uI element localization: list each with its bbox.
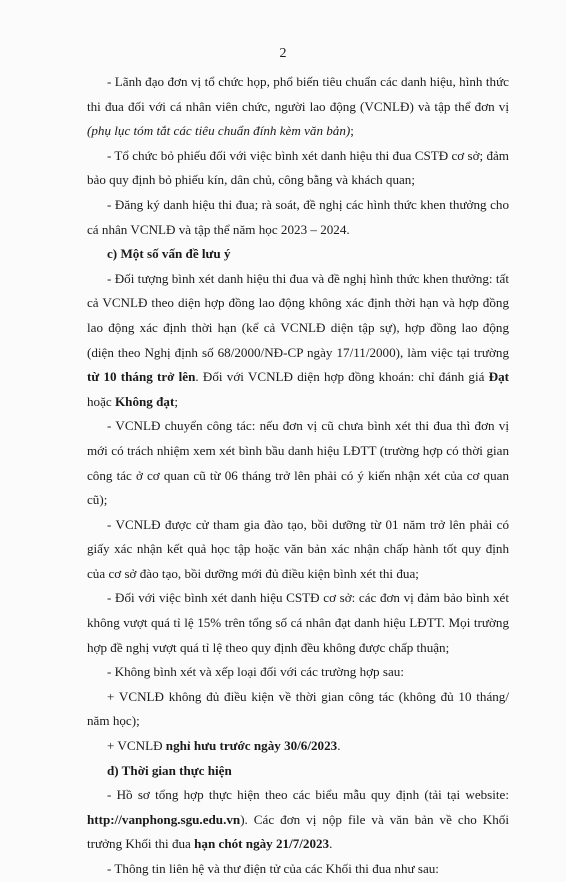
paragraph-cstd-ratio: - Đối với việc bình xét danh hiệu CSTĐ cơ sở: các đơn vị đảm bảo bình xét không vượt quá tỉ lệ 15% trên tổng số cá nhân đạt danh hiệu LĐTT. Mọi trường hợp đề nghị vượt quá tỉ lệ theo quy định đều không được chấp thuận; <box>87 590 509 655</box>
list-item-exclusion-2: + VCNLĐ nghỉ hưu trước ngày 30/6/2023. <box>107 738 341 754</box>
section-heading-d: d) Thời gian thực hiện <box>107 762 232 778</box>
page-number: 2 <box>279 46 287 61</box>
section-heading-c: c) Một số vấn đề lưu ý <box>107 246 231 262</box>
paragraph-eligibility: - Đối tượng bình xét danh hiệu thi đua và đề nghị hình thức khen thưởng: tất cả VCNLĐ theo diện hợp đồng lao động không xác định thời hạn và hợp đồng lao động xác định thời hạn (kể cả VCNLĐ diện tập sự), hợp đồng lao động (diện theo Nghị định số 68/2000/NĐ-CP ngày 17/11/2000), làm việc tại trường từ 10 tháng trở lên. Đối với VCNLĐ diện hợp đồng khoán: chỉ đánh giá Đạt hoặc Không đạt; <box>87 270 510 409</box>
paragraph-meeting: - Lãnh đạo đơn vị tổ chức họp, phổ biến tiêu chuẩn các danh hiệu, hình thức thi đua đối với cá nhân viên chức, người lao động (VCNLĐ) và tập thể đơn vị (phụ lục tóm tắt các tiêu chuẩn đính kèm văn bản); <box>87 74 509 139</box>
paragraph-submission: - Hồ sơ tổng hợp thực hiện theo các biểu mẫu quy định (tải tại website: http://vanphong.sgu.edu.vn). Các đơn vị nộp file và văn bản về cho Khối trưởng Khối thi đua hạn chót ngày 21/7/2023. <box>87 787 509 852</box>
paragraph-training: - VCNLĐ được cử tham gia đào tạo, bồi dưỡng từ 01 năm trở lên phải có giấy xác nhận kết quả học tập hoặc văn bản xác nhận chấp hành tốt quy định của cơ sở đào tạo, bồi dưỡng mới đủ điều kiện bình xét thi đua; <box>87 516 509 581</box>
paragraph-exclusions: - Không bình xét và xếp loại đối với các trường hợp sau: <box>107 664 404 680</box>
paragraph-registration: - Đăng ký danh hiệu thi đua; rà soát, đề nghị các hình thức khen thưởng cho cá nhân VCNLĐ và tập thể năm học 2023 – 2024. <box>87 196 509 237</box>
document-body <box>87 70 509 882</box>
list-item-exclusion-1: + VCNLĐ không đủ điều kiện về thời gian công tác (không đủ 10 tháng/ năm học); <box>87 688 509 729</box>
paragraph-transfer: - VCNLĐ chuyển công tác: nếu đơn vị cũ chưa bình xét thi đua thì đơn vị mới có trách nhiệm xem xét bình bầu danh hiệu LĐTT (trường hợp có thời gian công tác ở cơ quan cũ từ 06 tháng trở lên phải có ý kiến nhận xét của cơ quan cũ); <box>87 418 509 508</box>
website-link[interactable]: http://vanphong.sgu.edu.vn <box>87 811 241 827</box>
paragraph-voting: - Tổ chức bỏ phiếu đối với việc bình xét danh hiệu thi đua CSTĐ cơ sở; đảm bảo quy định bỏ phiếu kín, dân chủ, công bằng và khách quan; <box>87 147 509 188</box>
paragraph-contact: - Thông tin liên hệ và thư điện tử của các Khối thi đua như sau: <box>107 861 439 876</box>
